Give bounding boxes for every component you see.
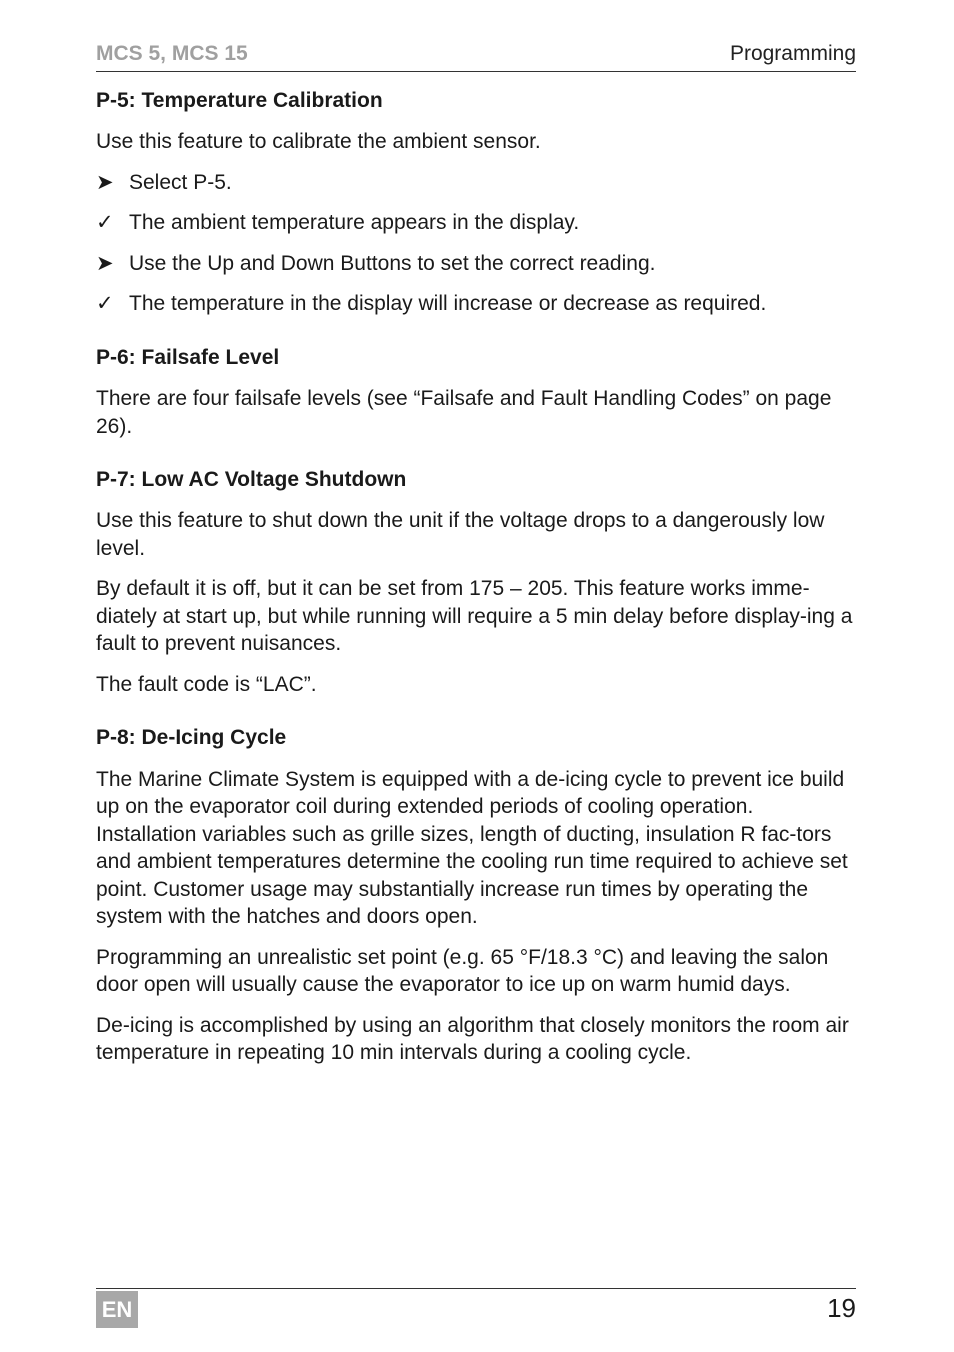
checkmark-icon: ✓ <box>96 292 114 316</box>
page-content <box>96 88 858 1080</box>
step-text: The temperature in the display will increase or decrease as required. <box>129 292 767 316</box>
p7-paragraph: By default it is off, but it can be set from 175 – 205. This feature works imme-diately at start up, but while running will require a 5 min delay before display-ing a fault to prevent nuisances. <box>96 577 853 656</box>
p7-paragraph: Use this feature to shut down the unit if the voltage drops to a dangerously low level. <box>96 509 825 560</box>
p8-paragraph: Programming an unrealistic set point (e.g. 65 °F/18.3 °C) and leaving the salon door open will usually cause the evaporator to ice up on warm humid days. <box>96 945 829 996</box>
page-number: 19 <box>827 1293 856 1323</box>
arrow-icon: ➤ <box>96 170 114 194</box>
language-badge: EN <box>96 1291 138 1328</box>
step-item <box>96 209 858 237</box>
step-item <box>96 290 858 318</box>
step-item <box>96 169 858 197</box>
step-text: Use the Up and Down Buttons to set the correct reading. <box>129 251 656 275</box>
checkmark-icon: ✓ <box>96 211 114 235</box>
heading-p8: P-8: De-Icing Cycle <box>96 726 287 750</box>
heading-p5: P-5: Temperature Calibration <box>96 89 383 112</box>
p6-body: There are four failsafe levels (see “Failsafe and Fault Handling Codes” on page 26). <box>96 387 832 438</box>
p5-intro: Use this feature to calibrate the ambient sensor. <box>96 130 541 154</box>
p8-paragraph: De-icing is accomplished by using an algorithm that closely monitors the room air temperature in repeating 10 min intervals during a cooling cycle. <box>96 1013 849 1064</box>
product-name: MCS 5, MCS 15 <box>96 42 248 65</box>
step-item <box>96 250 858 278</box>
step-text: Select P-5. <box>129 170 232 194</box>
page-header <box>96 38 856 72</box>
step-text: The ambient temperature appears in the display. <box>129 211 580 235</box>
section-name: Programming <box>729 42 856 65</box>
arrow-icon: ➤ <box>96 251 114 275</box>
heading-p6: P-6: Failsafe Level <box>96 345 280 369</box>
heading-p7: P-7: Low AC Voltage Shutdown <box>96 468 407 491</box>
p8-paragraph: The Marine Climate System is equipped with a de-icing cycle to prevent ice build up on the evaporator coil during extended periods of cooling operation. Installation variables such as grille sizes, length of ducting, insulation R fac-tors and ambient temperatures determine the cooling run time required to achieve set point. Customer usage may substantially increase run times by operating the system with the hatches and doors open. <box>96 767 848 928</box>
footer-divider <box>96 1288 856 1289</box>
p7-paragraph: The fault code is “LAC”. <box>96 672 317 696</box>
